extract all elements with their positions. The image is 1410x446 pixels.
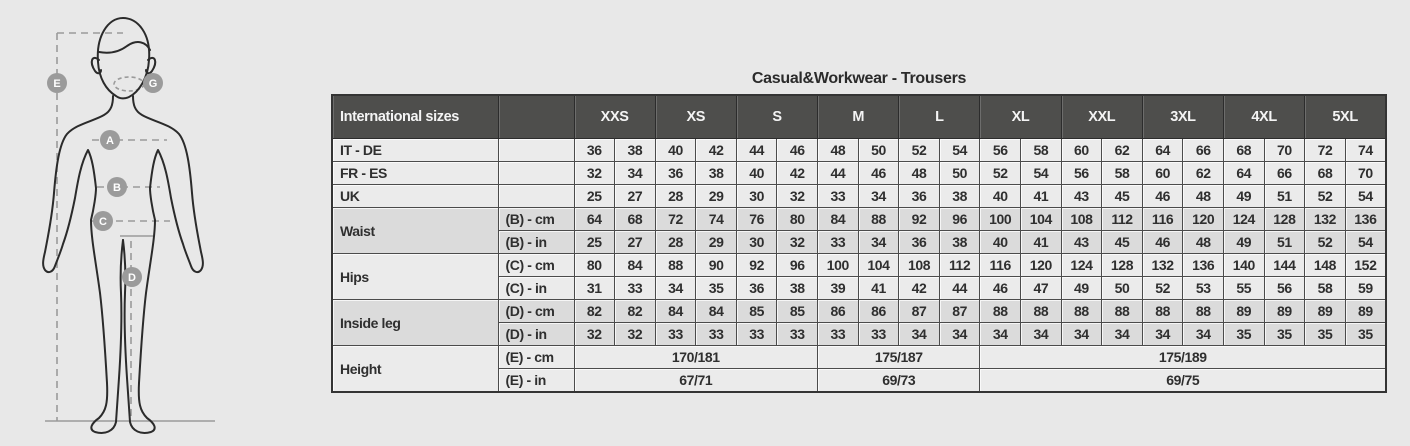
size-value-cell: 34 — [655, 277, 696, 300]
size-value-cell: 64 — [1142, 139, 1183, 162]
size-value-cell: 53 — [1183, 277, 1224, 300]
size-value-cell: 62 — [1102, 139, 1143, 162]
size-value-cell: 34 — [1183, 323, 1224, 346]
size-value-cell: 76 — [736, 208, 777, 231]
size-value-cell: 39 — [818, 277, 859, 300]
size-value-cell: 52 — [980, 162, 1021, 185]
size-value-cell: 34 — [1102, 323, 1143, 346]
size-value-cell: 140 — [1224, 254, 1265, 277]
size-value-cell: 33 — [818, 231, 859, 254]
row-group-label: IT - DE — [332, 139, 498, 162]
size-value-cell: 56 — [980, 139, 1021, 162]
size-header-xl: XL — [980, 95, 1061, 139]
size-value-cell: 46 — [980, 277, 1021, 300]
size-value-cell: 42 — [777, 162, 818, 185]
size-header-xs: XS — [655, 95, 736, 139]
chart-title: Casual&Workwear - Trousers — [751, 70, 967, 87]
size-chart — [331, 70, 1387, 393]
row-sub-label: (C) - in — [498, 277, 574, 300]
size-value-cell: 36 — [736, 277, 777, 300]
size-value-cell: 88 — [1102, 300, 1143, 323]
row-group-label: Inside leg — [332, 300, 498, 346]
row-sub-label — [498, 185, 574, 208]
size-value-cell: 116 — [980, 254, 1021, 277]
size-header-m: M — [818, 95, 899, 139]
table-row — [332, 346, 1386, 369]
size-value-cell: 38 — [777, 277, 818, 300]
size-value-cell: 74 — [696, 208, 737, 231]
size-value-cell: 33 — [777, 323, 818, 346]
size-value-cell: 45 — [1102, 231, 1143, 254]
size-value-cell: 36 — [899, 185, 940, 208]
measurement-lines — [45, 33, 215, 421]
size-value-cell: 30 — [736, 231, 777, 254]
badge-e-label: E — [53, 78, 61, 90]
size-value-cell: 88 — [1183, 300, 1224, 323]
size-value-cell: 34 — [899, 323, 940, 346]
size-value-cell: 46 — [777, 139, 818, 162]
badge-c — [93, 211, 113, 231]
size-value-cell: 27 — [615, 231, 656, 254]
size-value-cell: 34 — [615, 162, 656, 185]
badge-a-label: A — [106, 135, 114, 147]
size-value-cell: 68 — [1224, 139, 1265, 162]
size-value-cell: 35 — [696, 277, 737, 300]
size-value-cell: 28 — [655, 185, 696, 208]
size-value-cell: 54 — [1021, 162, 1062, 185]
size-value-cell: 48 — [1183, 231, 1224, 254]
row-sub-label — [498, 139, 574, 162]
size-value-cell: 33 — [818, 323, 859, 346]
size-value-cell: 33 — [655, 323, 696, 346]
size-value-cell: 54 — [1345, 231, 1386, 254]
size-value-cell: 64 — [1224, 162, 1265, 185]
size-value-cell: 96 — [939, 208, 980, 231]
size-value-cell: 35 — [1305, 323, 1346, 346]
badge-e — [47, 73, 67, 93]
size-value-cell: 89 — [1264, 300, 1305, 323]
row-group-label: FR - ES — [332, 162, 498, 185]
size-value-cell: 88 — [1021, 300, 1062, 323]
size-value-cell: 38 — [939, 231, 980, 254]
body-outline — [43, 18, 203, 433]
size-value-cell: 54 — [1345, 185, 1386, 208]
size-value-cell: 72 — [655, 208, 696, 231]
size-value-cell: 40 — [655, 139, 696, 162]
size-header-4xl: 4XL — [1224, 95, 1305, 139]
size-header-s: S — [736, 95, 817, 139]
size-value-cell: 66 — [1183, 139, 1224, 162]
size-value-cell: 25 — [574, 231, 615, 254]
size-value-cell: 87 — [939, 300, 980, 323]
size-value-cell: 84 — [615, 254, 656, 277]
size-value-cell: 104 — [858, 254, 899, 277]
head-outline — [98, 18, 149, 98]
badge-d-label: D — [128, 272, 136, 284]
size-value-cell: 33 — [858, 323, 899, 346]
size-value-cell: 33 — [696, 323, 737, 346]
size-value-cell: 66 — [1264, 162, 1305, 185]
size-value-cell: 42 — [899, 277, 940, 300]
row-sub-label: (E) - cm — [498, 346, 574, 369]
size-value-cell: 45 — [1102, 185, 1143, 208]
size-value-cell: 108 — [899, 254, 940, 277]
table-row — [332, 254, 1386, 277]
size-value-cell: 38 — [939, 185, 980, 208]
size-value-cell: 108 — [1061, 208, 1102, 231]
row-group-label: Hips — [332, 254, 498, 300]
size-value-cell: 148 — [1305, 254, 1346, 277]
size-value-cell: 132 — [1142, 254, 1183, 277]
size-value-cell: 70 — [1345, 162, 1386, 185]
size-value-cell: 41 — [858, 277, 899, 300]
size-value-cell: 80 — [777, 208, 818, 231]
sub-corner-header — [498, 95, 574, 139]
badge-b-label: B — [113, 182, 121, 194]
size-value-cell: 41 — [1021, 185, 1062, 208]
size-value-cell: 88 — [655, 254, 696, 277]
size-value-cell: 54 — [939, 139, 980, 162]
size-value-cell: 49 — [1224, 231, 1265, 254]
size-table — [331, 94, 1387, 393]
size-value-cell: 70 — [1264, 139, 1305, 162]
size-value-cell: 55 — [1224, 277, 1265, 300]
size-span-cell: 170/181 — [574, 346, 818, 369]
size-value-cell: 36 — [655, 162, 696, 185]
badge-c-label: C — [99, 216, 107, 228]
size-value-cell: 47 — [1021, 277, 1062, 300]
size-value-cell: 50 — [1102, 277, 1143, 300]
size-value-cell: 40 — [736, 162, 777, 185]
size-value-cell: 29 — [696, 185, 737, 208]
size-value-cell: 41 — [1021, 231, 1062, 254]
size-value-cell: 38 — [696, 162, 737, 185]
size-value-cell: 38 — [615, 139, 656, 162]
badge-d — [122, 267, 142, 287]
size-value-cell: 86 — [818, 300, 859, 323]
size-value-cell: 100 — [980, 208, 1021, 231]
size-span-cell: 67/71 — [574, 369, 818, 393]
size-value-cell: 46 — [1142, 231, 1183, 254]
size-value-cell: 52 — [899, 139, 940, 162]
size-value-cell: 136 — [1183, 254, 1224, 277]
size-value-cell: 28 — [655, 231, 696, 254]
size-value-cell: 33 — [736, 323, 777, 346]
row-group-label: Height — [332, 346, 498, 393]
table-row — [332, 139, 1386, 162]
row-sub-label: (E) - in — [498, 369, 574, 393]
size-value-cell: 90 — [696, 254, 737, 277]
size-value-cell: 32 — [777, 231, 818, 254]
badge-g-label: G — [148, 78, 158, 90]
row-sub-label: (B) - cm — [498, 208, 574, 231]
size-value-cell: 85 — [736, 300, 777, 323]
size-value-cell: 128 — [1102, 254, 1143, 277]
size-value-cell: 34 — [1142, 323, 1183, 346]
body-diagram-svg — [20, 8, 310, 440]
size-value-cell: 82 — [615, 300, 656, 323]
size-value-cell: 89 — [1305, 300, 1346, 323]
size-value-cell: 74 — [1345, 139, 1386, 162]
size-value-cell: 120 — [1021, 254, 1062, 277]
size-value-cell: 48 — [1183, 185, 1224, 208]
badge-g — [143, 73, 163, 93]
size-value-cell: 58 — [1021, 139, 1062, 162]
size-value-cell: 40 — [980, 231, 1021, 254]
size-value-cell: 92 — [899, 208, 940, 231]
size-value-cell: 152 — [1345, 254, 1386, 277]
size-header-3xl: 3XL — [1142, 95, 1223, 139]
size-value-cell: 84 — [696, 300, 737, 323]
size-value-cell: 48 — [899, 162, 940, 185]
size-value-cell: 84 — [818, 208, 859, 231]
size-value-cell: 50 — [858, 139, 899, 162]
row-sub-label — [498, 162, 574, 185]
size-value-cell: 72 — [1305, 139, 1346, 162]
size-header-xxs: XXS — [574, 95, 655, 139]
size-value-cell: 144 — [1264, 254, 1305, 277]
size-value-cell: 120 — [1183, 208, 1224, 231]
size-value-cell: 30 — [736, 185, 777, 208]
size-value-cell: 43 — [1061, 231, 1102, 254]
size-value-cell: 44 — [939, 277, 980, 300]
size-value-cell: 44 — [818, 162, 859, 185]
size-value-cell: 52 — [1305, 231, 1346, 254]
size-value-cell: 116 — [1142, 208, 1183, 231]
size-value-cell: 32 — [777, 185, 818, 208]
size-value-cell: 32 — [574, 162, 615, 185]
size-value-cell: 68 — [1305, 162, 1346, 185]
size-value-cell: 36 — [574, 139, 615, 162]
size-value-cell: 68 — [615, 208, 656, 231]
size-value-cell: 42 — [696, 139, 737, 162]
size-value-cell: 49 — [1061, 277, 1102, 300]
size-value-cell: 136 — [1345, 208, 1386, 231]
corner-header: International sizes — [332, 95, 498, 139]
size-value-cell: 25 — [574, 185, 615, 208]
size-value-cell: 60 — [1142, 162, 1183, 185]
size-value-cell: 40 — [980, 185, 1021, 208]
size-value-cell: 89 — [1345, 300, 1386, 323]
size-value-cell: 34 — [1021, 323, 1062, 346]
hairline — [99, 42, 150, 53]
size-value-cell: 34 — [980, 323, 1021, 346]
size-value-cell: 35 — [1224, 323, 1265, 346]
table-row — [332, 300, 1386, 323]
size-value-cell: 27 — [615, 185, 656, 208]
size-value-cell: 112 — [1102, 208, 1143, 231]
size-value-cell: 58 — [1102, 162, 1143, 185]
size-value-cell: 51 — [1264, 185, 1305, 208]
size-value-cell: 43 — [1061, 185, 1102, 208]
half-body-mirror — [123, 96, 203, 433]
size-value-cell: 112 — [939, 254, 980, 277]
size-value-cell: 128 — [1264, 208, 1305, 231]
size-value-cell: 64 — [574, 208, 615, 231]
size-header-xxl: XXL — [1061, 95, 1142, 139]
size-value-cell: 87 — [899, 300, 940, 323]
size-value-cell: 62 — [1183, 162, 1224, 185]
size-value-cell: 46 — [858, 162, 899, 185]
size-value-cell: 33 — [818, 185, 859, 208]
size-span-cell: 175/187 — [818, 346, 980, 369]
size-value-cell: 46 — [1142, 185, 1183, 208]
size-span-cell: 69/75 — [980, 369, 1386, 393]
row-group-label: Waist — [332, 208, 498, 254]
table-row — [332, 162, 1386, 185]
size-span-cell: 69/73 — [818, 369, 980, 393]
size-header-5xl: 5XL — [1305, 95, 1386, 139]
size-value-cell: 88 — [1142, 300, 1183, 323]
row-sub-label: (B) - in — [498, 231, 574, 254]
size-value-cell: 29 — [696, 231, 737, 254]
size-value-cell: 36 — [899, 231, 940, 254]
size-value-cell: 82 — [574, 300, 615, 323]
size-header-l: L — [899, 95, 980, 139]
size-value-cell: 88 — [980, 300, 1021, 323]
size-value-cell: 89 — [1224, 300, 1265, 323]
size-value-cell: 35 — [1264, 323, 1305, 346]
row-sub-label: (D) - cm — [498, 300, 574, 323]
size-value-cell: 32 — [615, 323, 656, 346]
size-value-cell: 34 — [1061, 323, 1102, 346]
size-value-cell: 35 — [1345, 323, 1386, 346]
size-value-cell: 48 — [818, 139, 859, 162]
size-value-cell: 84 — [655, 300, 696, 323]
size-value-cell: 34 — [939, 323, 980, 346]
size-value-cell: 52 — [1305, 185, 1346, 208]
size-value-cell: 86 — [858, 300, 899, 323]
table-row — [332, 208, 1386, 231]
row-sub-label: (C) - cm — [498, 254, 574, 277]
size-value-cell: 96 — [777, 254, 818, 277]
badge-a — [100, 130, 120, 150]
measurement-badges — [47, 73, 163, 287]
size-value-cell: 100 — [818, 254, 859, 277]
size-value-cell: 56 — [1264, 277, 1305, 300]
size-value-cell: 60 — [1061, 139, 1102, 162]
size-value-cell: 52 — [1142, 277, 1183, 300]
size-value-cell: 104 — [1021, 208, 1062, 231]
body-measurement-diagram — [20, 8, 310, 440]
size-value-cell: 59 — [1345, 277, 1386, 300]
size-value-cell: 49 — [1224, 185, 1265, 208]
size-value-cell: 85 — [777, 300, 818, 323]
row-sub-label: (D) - in — [498, 323, 574, 346]
size-value-cell: 124 — [1224, 208, 1265, 231]
badge-b — [107, 177, 127, 197]
size-value-cell: 58 — [1305, 277, 1346, 300]
size-value-cell: 31 — [574, 277, 615, 300]
size-value-cell: 44 — [736, 139, 777, 162]
size-value-cell: 34 — [858, 231, 899, 254]
size-value-cell: 92 — [736, 254, 777, 277]
size-value-cell: 124 — [1061, 254, 1102, 277]
row-group-label: UK — [332, 185, 498, 208]
size-value-cell: 33 — [615, 277, 656, 300]
size-value-cell: 132 — [1305, 208, 1346, 231]
size-value-cell: 34 — [858, 185, 899, 208]
size-value-cell: 80 — [574, 254, 615, 277]
size-value-cell: 51 — [1264, 231, 1305, 254]
table-row — [332, 185, 1386, 208]
size-value-cell: 50 — [939, 162, 980, 185]
size-value-cell: 32 — [574, 323, 615, 346]
size-span-cell: 175/189 — [980, 346, 1386, 369]
size-value-cell: 88 — [1061, 300, 1102, 323]
size-value-cell: 56 — [1061, 162, 1102, 185]
size-value-cell: 88 — [858, 208, 899, 231]
